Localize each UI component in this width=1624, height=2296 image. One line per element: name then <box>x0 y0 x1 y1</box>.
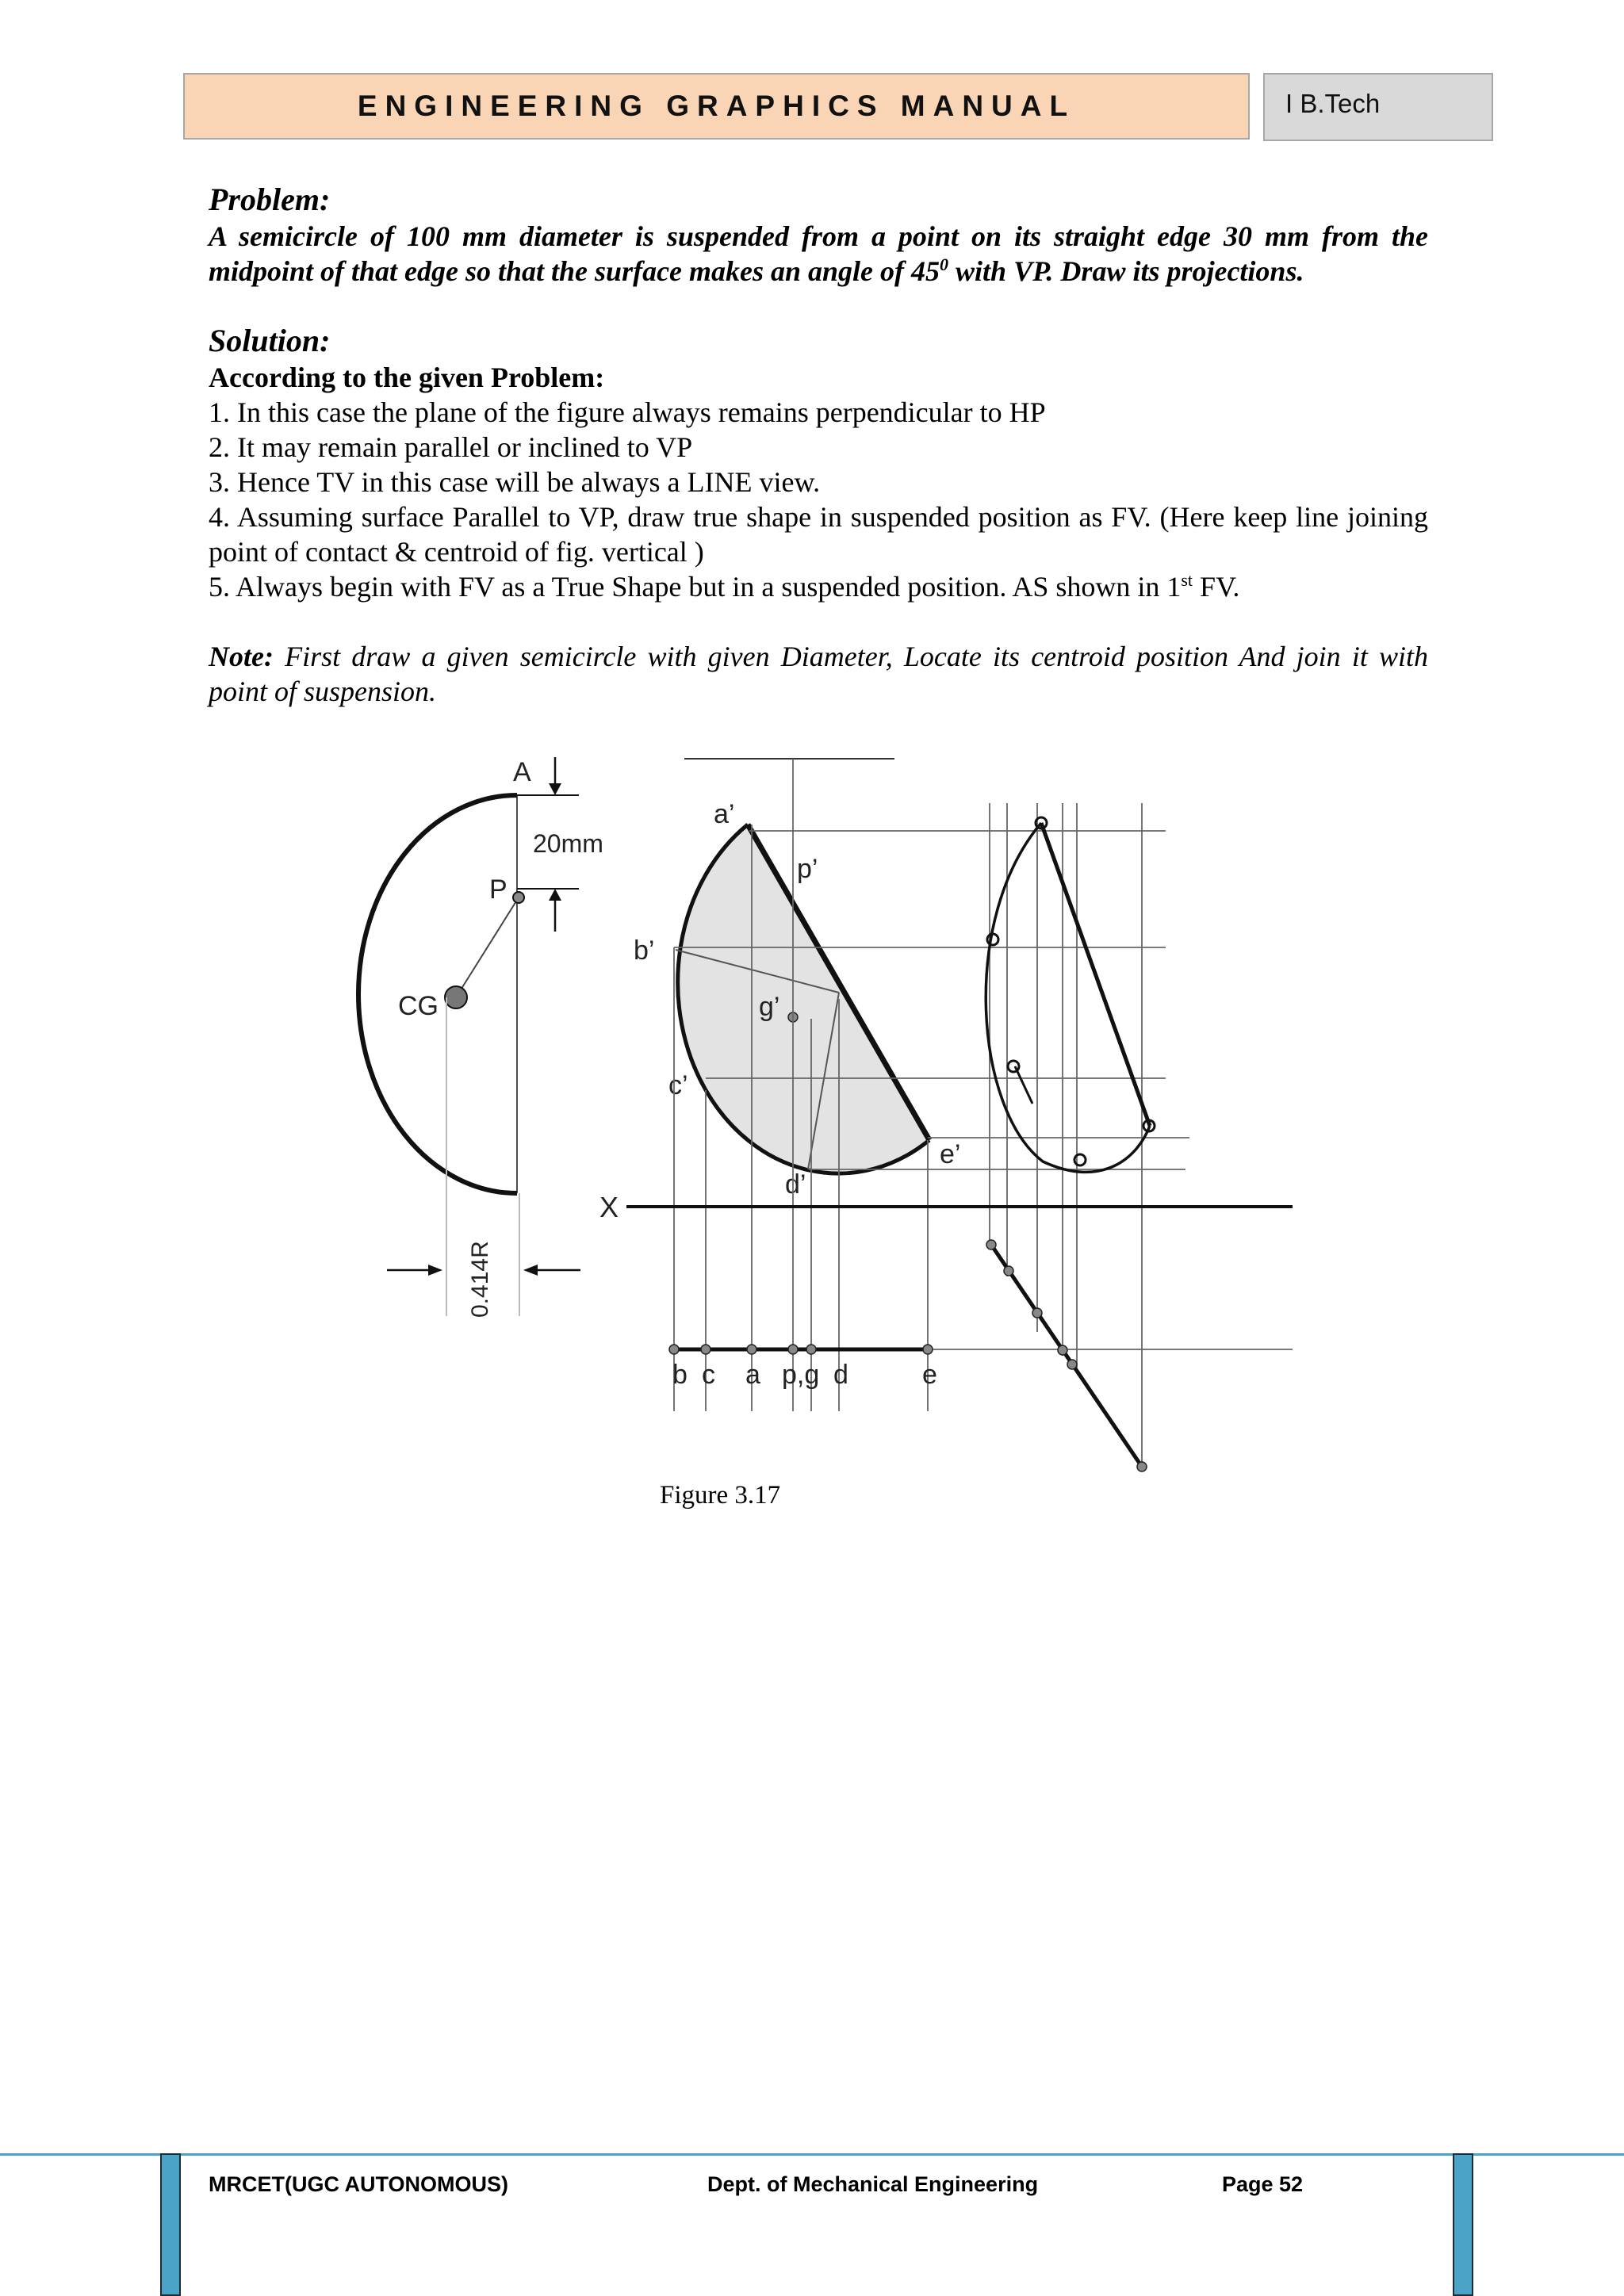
first-top-view <box>669 1345 937 1390</box>
tv2-point-6 <box>1137 1462 1147 1471</box>
problem-statement <box>209 219 1428 289</box>
note-paragraph <box>209 639 1428 709</box>
solution-step-5-sup: st <box>1181 570 1193 590</box>
cg-to-p-line <box>456 897 519 997</box>
label-pg: p,g <box>782 1360 820 1390</box>
tv-point-e <box>923 1345 933 1354</box>
label-CG: CG <box>398 991 439 1021</box>
footer-left-bar <box>160 2153 181 2296</box>
label-X: X <box>599 1191 619 1223</box>
solution-step-1: 1. In this case the plane of the figure always remains perpendicular to HP <box>209 396 1046 428</box>
label-b-prime: b’ <box>634 936 655 966</box>
solution-step-5-text: 5. Always begin with FV as a True Shape but in a suspended position. AS shown in 1 <box>209 571 1182 603</box>
solution-subheading: According to the given Problem: <box>209 362 605 393</box>
label-A: A <box>513 757 531 787</box>
label-g-prime: g’ <box>759 992 780 1022</box>
label-e-prime: e’ <box>940 1139 961 1169</box>
solution-step-5 <box>209 569 1428 604</box>
solution-heading: Solution: <box>209 323 331 358</box>
label-e: e <box>922 1360 937 1390</box>
fv2-tick <box>1015 1066 1032 1104</box>
solution-step-2: 2. It may remain parallel or inclined to VP <box>209 431 693 463</box>
second-top-view <box>986 1240 1147 1471</box>
label-c: c <box>702 1360 715 1390</box>
footer-institution: MRCET(UGC AUTONOMOUS) <box>209 2172 508 2196</box>
note-text: First draw a given semicircle with given Diameter, Locate its centroid position And join it with point of suspension. <box>209 641 1428 707</box>
problem-text-part2: with VP. Draw its projections. <box>948 255 1304 287</box>
tv-point-p <box>788 1345 798 1354</box>
label-d-prime: d’ <box>785 1169 806 1200</box>
figure-3-17 <box>341 745 1308 1483</box>
fv2-point-c <box>1008 1061 1019 1072</box>
label-20mm: 20mm <box>533 829 603 858</box>
tv2-point-5 <box>1067 1360 1077 1369</box>
dim-arrowhead-top <box>549 783 561 795</box>
label-c-prime: c’ <box>668 1070 688 1100</box>
point-p-dot <box>513 892 524 903</box>
tv-point-a <box>747 1345 756 1354</box>
label-b: b <box>672 1360 688 1390</box>
label-P: P <box>489 874 508 905</box>
solution-step-5-end: FV. <box>1193 571 1240 603</box>
footer-page-number: Page 52 <box>1222 2172 1304 2196</box>
fv2-straight-edge <box>1041 823 1150 1126</box>
figure-caption: Figure 3.17 <box>660 1481 781 1510</box>
label-a-prime: a’ <box>714 799 735 829</box>
dim-0414-left-head <box>428 1265 442 1276</box>
tv-point-b <box>669 1345 679 1354</box>
true-shape-view <box>358 757 603 1318</box>
first-front-view <box>634 759 960 1200</box>
label-p-prime: p’ <box>797 854 818 884</box>
footer-rule <box>0 2153 1624 2156</box>
header-course: I B.Tech <box>1285 89 1381 118</box>
header-title: ENGINEERING GRAPHICS MANUAL <box>357 90 1076 122</box>
projection-drawing <box>341 745 1308 1483</box>
note-label: Note: <box>209 641 274 672</box>
problem-text-part1: A semicircle of 100 mm diameter is suspended from a point on its straight edge 30 mm from the midpoint of that edge so that the surface makes an angle of 45 <box>209 220 1428 287</box>
header-course-box <box>1263 73 1493 141</box>
second-front-view <box>986 817 1155 1172</box>
fv2-curve <box>986 823 1150 1172</box>
problem-degree-sup: 0 <box>940 254 949 274</box>
label-d: d <box>833 1360 848 1390</box>
dim-arrowhead-bottom <box>549 889 561 901</box>
tv2-point-3 <box>1032 1308 1042 1318</box>
problem-heading: Problem: <box>209 182 331 217</box>
solution-step-4: 4. Assuming surface Parallel to VP, draw true shape in suspended position as FV. (Here keep line joining point of contact & centroid of fig. vertical ) <box>209 501 1428 568</box>
tv-point-c <box>701 1345 710 1354</box>
cg-dot <box>445 986 467 1008</box>
label-0414R: 0.414R <box>467 1241 493 1318</box>
header-title-box <box>183 73 1250 140</box>
dim-0414-right-head <box>523 1265 538 1276</box>
tv2-inclined-line <box>991 1245 1142 1467</box>
label-a: a <box>745 1360 760 1390</box>
tv2-point-4 <box>1058 1345 1067 1355</box>
solution-step-3: 3. Hence TV in this case will be always a LINE view. <box>209 466 821 498</box>
tv2-point-1 <box>986 1240 996 1249</box>
tv2-point-2 <box>1004 1266 1013 1276</box>
footer-department: Dept. of Mechanical Engineering <box>707 2172 1039 2196</box>
footer-right-bar <box>1453 2153 1473 2296</box>
page-content <box>209 181 1428 709</box>
tv-point-g <box>806 1345 816 1354</box>
